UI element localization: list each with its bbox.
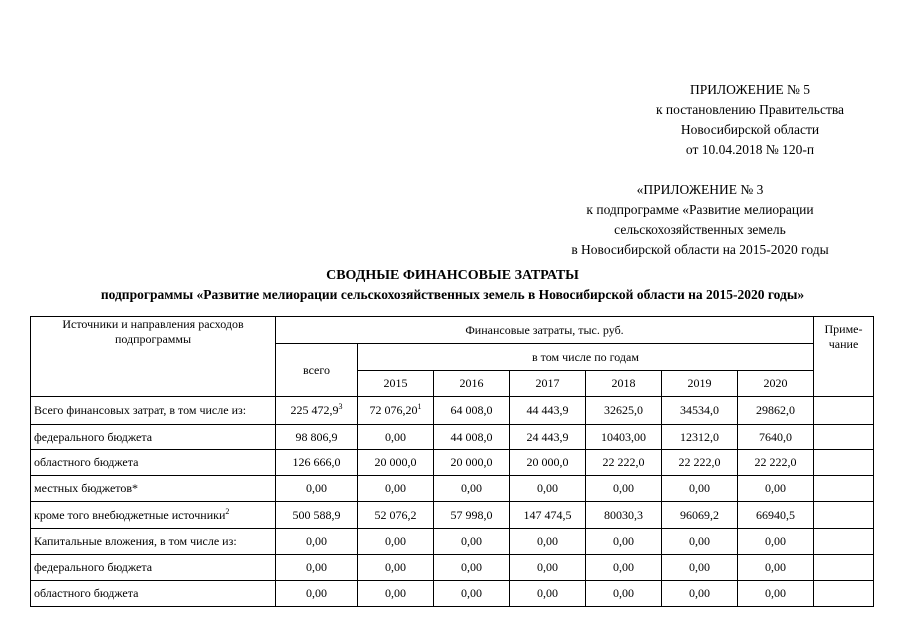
header-total: всего <box>276 344 358 397</box>
appendix-3-header <box>540 180 860 260</box>
year-value-cell <box>358 397 434 425</box>
year-value: 0,00 <box>765 534 786 548</box>
table-row <box>31 450 874 476</box>
year-value: 22 222,0 <box>678 455 721 469</box>
footnote-marker: 1 <box>417 402 422 411</box>
appendix-3-line-1: «ПРИЛОЖЕНИЕ № 3 <box>636 182 764 197</box>
year-value: 0,00 <box>613 560 634 574</box>
year-value-cell <box>662 581 738 607</box>
year-value: 12312,0 <box>680 429 719 444</box>
year-value: 0,00 <box>385 586 406 600</box>
year-value-cell <box>662 476 738 502</box>
year-value: 20 000,0 <box>374 455 417 469</box>
year-value-cell <box>738 425 814 450</box>
year-value: 29862,0 <box>756 403 795 417</box>
appendix-5-line-1: ПРИЛОЖЕНИЕ № 5 <box>689 82 811 97</box>
year-value: 0,00 <box>461 560 482 574</box>
appendix-5-line-2: к постановлению Правительства <box>655 102 845 117</box>
total-cell <box>276 397 358 425</box>
total-value: 0,00 <box>306 586 327 600</box>
year-value: 34534,0 <box>680 403 719 417</box>
row-label-cell <box>31 397 276 425</box>
year-value: 0,00 <box>765 560 786 574</box>
year-value: 32625,0 <box>604 403 643 417</box>
year-value-cell <box>662 555 738 581</box>
year-value: 0,00 <box>613 586 634 600</box>
table-row <box>31 397 874 425</box>
header-year: 2020 <box>738 371 814 397</box>
header-sources: Источники и направления расходов подпрограммы <box>31 317 276 397</box>
year-value: 0,00 <box>537 534 558 548</box>
table-row <box>31 555 874 581</box>
document-title: СВОДНЫЕ ФИНАНСОВЫЕ ЗАТРАТЫ <box>326 268 579 283</box>
year-value-cell <box>586 502 662 529</box>
year-value-cell <box>738 450 814 476</box>
appendix-5-header <box>620 80 880 160</box>
year-value-cell <box>662 425 738 450</box>
year-value-cell <box>434 581 510 607</box>
year-value: 0,00 <box>385 560 406 574</box>
header-year: 2016 <box>434 371 510 397</box>
header-year: 2015 <box>358 371 434 397</box>
year-value-cell <box>586 555 662 581</box>
total-cell <box>276 425 358 450</box>
total-cell <box>276 450 358 476</box>
note-cell <box>814 476 874 502</box>
year-value: 20 000,0 <box>526 455 569 469</box>
table-row <box>31 425 874 450</box>
year-value: 64 008,0 <box>450 403 493 417</box>
year-value: 0,00 <box>537 481 558 495</box>
header-year: 2019 <box>662 371 738 397</box>
appendix-5-line-3: Новосибирской области <box>680 122 820 137</box>
year-value-cell <box>662 397 738 425</box>
year-value: 66940,5 <box>756 507 795 522</box>
header-year: 2017 <box>510 371 586 397</box>
row-label: федерального бюджета <box>34 429 153 444</box>
year-value: 0,00 <box>461 586 482 600</box>
year-value-cell <box>510 502 586 529</box>
year-value-cell <box>586 397 662 425</box>
table-row <box>31 529 874 555</box>
year-value: 22 222,0 <box>602 455 645 469</box>
year-value-cell <box>358 476 434 502</box>
year-value: 0,00 <box>461 481 482 495</box>
year-value-cell <box>510 397 586 425</box>
year-value-cell <box>434 476 510 502</box>
row-label-cell <box>31 555 276 581</box>
year-value: 10403,00 <box>601 429 646 444</box>
footnote-marker: 3 <box>338 402 343 411</box>
year-value: 22 222,0 <box>754 455 797 469</box>
note-cell <box>814 555 874 581</box>
year-value-cell <box>434 397 510 425</box>
row-label-cell <box>31 476 276 502</box>
row-label: местных бюджетов* <box>34 481 139 495</box>
year-value-cell <box>358 425 434 450</box>
header-financial-costs: Финансовые затраты, тыс. руб. <box>276 317 814 344</box>
row-label: Всего финансовых затрат, в том числе из: <box>34 403 247 417</box>
year-value: 0,00 <box>765 586 786 600</box>
total-cell <box>276 529 358 555</box>
year-value-cell <box>510 450 586 476</box>
year-value: 0,00 <box>689 534 710 548</box>
year-value: 44 008,0 <box>450 429 493 444</box>
year-value-cell <box>358 581 434 607</box>
row-label: Капитальные вложения, в том числе из: <box>34 534 237 548</box>
header-by-years: в том числе по годам <box>358 344 814 371</box>
year-value: 0,00 <box>385 534 406 548</box>
year-value-cell <box>586 581 662 607</box>
year-value: 96069,2 <box>680 507 719 522</box>
year-value-cell <box>738 529 814 555</box>
year-value-cell <box>434 555 510 581</box>
year-value: 20 000,0 <box>450 455 493 469</box>
year-value-cell <box>662 529 738 555</box>
year-value-cell <box>586 425 662 450</box>
year-value-cell <box>434 529 510 555</box>
year-value-cell <box>662 502 738 529</box>
total-cell <box>276 476 358 502</box>
total-value: 225 472,9 <box>290 403 339 417</box>
year-value-cell <box>738 581 814 607</box>
year-value: 0,00 <box>689 560 710 574</box>
year-value: 0,00 <box>537 586 558 600</box>
note-cell <box>814 425 874 450</box>
financial-costs-table <box>30 316 874 607</box>
year-value: 0,00 <box>385 429 406 444</box>
note-cell <box>814 397 874 425</box>
year-value-cell <box>358 555 434 581</box>
year-value: 0,00 <box>537 560 558 574</box>
total-value: 98 806,9 <box>295 429 338 444</box>
year-value: 0,00 <box>613 481 634 495</box>
row-label-cell <box>31 529 276 555</box>
total-cell <box>276 502 358 529</box>
total-value: 126 666,0 <box>292 455 341 469</box>
year-value-cell <box>586 476 662 502</box>
note-cell <box>814 581 874 607</box>
year-value-cell <box>586 529 662 555</box>
year-value: 7640,0 <box>759 429 792 444</box>
table-row <box>31 581 874 607</box>
year-value: 0,00 <box>689 481 710 495</box>
year-value: 57 998,0 <box>450 507 493 522</box>
year-value: 0,00 <box>613 534 634 548</box>
appendix-3-line-4: в Новосибирской области на 2015-2020 годы <box>571 242 829 257</box>
total-cell <box>276 555 358 581</box>
row-label-cell <box>31 450 276 476</box>
row-label: кроме того внебюджетные источники <box>34 507 226 522</box>
year-value: 0,00 <box>689 586 710 600</box>
row-label: федерального бюджета <box>34 560 153 574</box>
year-value: 0,00 <box>461 534 482 548</box>
year-value-cell <box>738 555 814 581</box>
total-value: 0,00 <box>306 481 327 495</box>
year-value: 72 076,20 <box>369 403 418 417</box>
footnote-marker: 2 <box>225 506 230 516</box>
note-cell <box>814 529 874 555</box>
year-value: 147 474,5 <box>523 507 572 522</box>
year-value-cell <box>738 476 814 502</box>
header-year: 2018 <box>586 371 662 397</box>
year-value-cell <box>434 425 510 450</box>
year-value-cell <box>510 581 586 607</box>
year-value-cell <box>738 397 814 425</box>
table-row <box>31 502 874 529</box>
row-label: областного бюджета <box>34 586 139 600</box>
note-cell <box>814 450 874 476</box>
appendix-3-line-2: к подпрограмме «Развитие мелиорации <box>586 202 814 217</box>
row-label-cell <box>31 425 276 450</box>
year-value-cell <box>510 425 586 450</box>
year-value-cell <box>662 450 738 476</box>
appendix-3-line-3: сельскохозяйственных земель <box>614 222 786 237</box>
year-value-cell <box>738 502 814 529</box>
year-value: 80030,3 <box>604 507 643 522</box>
total-value: 500 588,9 <box>292 507 341 522</box>
document-subtitle: подпрограммы «Развитие мелиорации сельскохозяйственных земель в Новосибирской области на 2015-2020 годы» <box>100 287 805 302</box>
total-cell <box>276 581 358 607</box>
row-label: областного бюджета <box>34 455 139 469</box>
table-row <box>31 476 874 502</box>
year-value-cell <box>358 529 434 555</box>
year-value-cell <box>510 555 586 581</box>
year-value-cell <box>586 450 662 476</box>
year-value: 44 443,9 <box>526 403 569 417</box>
year-value-cell <box>434 450 510 476</box>
appendix-5-line-4: от 10.04.2018 № 120-п <box>685 142 815 157</box>
note-cell <box>814 502 874 529</box>
header-row-1 <box>31 317 874 344</box>
year-value: 52 076,2 <box>374 507 417 522</box>
total-value: 0,00 <box>306 560 327 574</box>
year-value-cell <box>510 529 586 555</box>
header-note: Приме-чание <box>814 317 874 397</box>
year-value: 0,00 <box>385 481 406 495</box>
total-value: 0,00 <box>306 534 327 548</box>
row-label-cell <box>31 502 276 529</box>
year-value-cell <box>358 502 434 529</box>
year-value-cell <box>358 450 434 476</box>
year-value: 24 443,9 <box>526 429 569 444</box>
year-value-cell <box>510 476 586 502</box>
year-value-cell <box>434 502 510 529</box>
row-label-cell <box>31 581 276 607</box>
year-value: 0,00 <box>765 481 786 495</box>
